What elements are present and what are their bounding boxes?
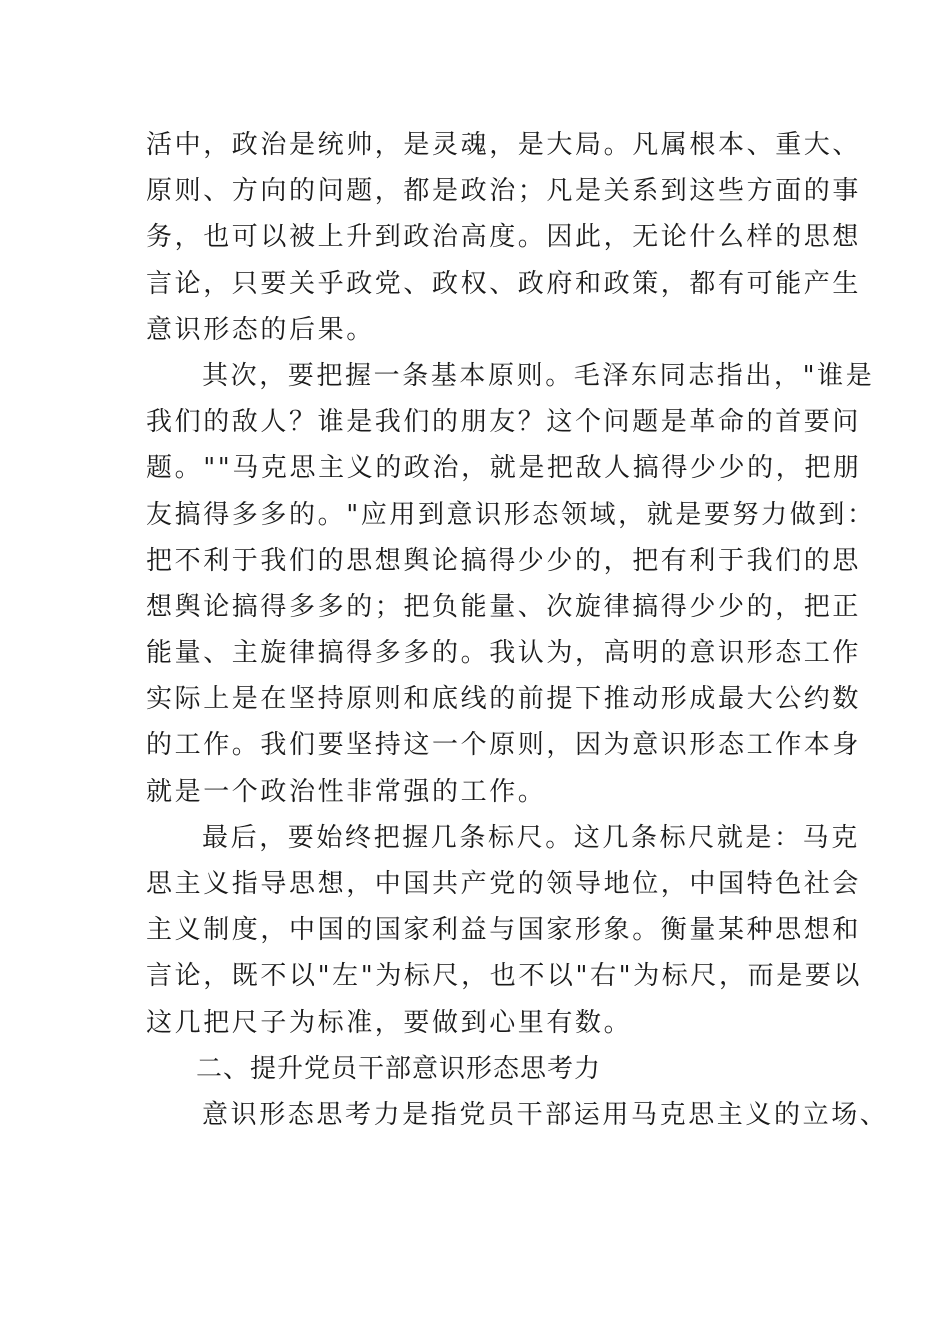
text-line: 题。""马克思主义的政治，就是把敌人搞得少少的，把朋 (146, 453, 862, 484)
body-text (146, 122, 889, 1138)
text-line: 能量、主旋律搞得多多的。我认为，高明的意识形态工作 (146, 638, 862, 669)
text-line: 言论，既不以"左"为标尺，也不以"右"为标尺，而是要以 (146, 961, 863, 992)
text-line: 就是一个政治性非常强的工作。 (146, 776, 547, 807)
text-line: 想舆论搞得多多的；把负能量、次旋律搞得少少的，把正 (146, 591, 862, 622)
text-line: 原则、方向的问题，都是政治；凡是关系到这些方面的事 (146, 176, 862, 207)
text-line: 友搞得多多的。"应用到意识形态领域，就是要努力做到： (146, 499, 876, 530)
section-heading: 二、提升党员干部意识形态思考力 (196, 1053, 602, 1084)
text-line: 活中，政治是统帅，是灵魂，是大局。凡属根本、重大、 (146, 130, 862, 160)
paragraph-first-line: 最后，要始终把握几条标尺。这几条标尺就是：马克 (202, 822, 860, 853)
text-line: 我们的敌人？谁是我们的朋友？这个问题是革命的首要问 (146, 407, 862, 438)
text-line: 这几把尺子为标准，要做到心里有数。 (146, 1007, 633, 1038)
text-line: 主义制度，中国的国家利益与国家形象。衡量某种思想和 (146, 915, 862, 946)
text-line: 务，也可以被上升到政治高度。因此，无论什么样的思想 (146, 222, 862, 253)
text-line: 的工作。我们要坚持这一个原则，因为意识形态工作本身 (146, 730, 862, 761)
text-line: 把不利于我们的思想舆论搞得少少的，把有利于我们的思 (146, 545, 862, 576)
text-line: 思主义指导思想，中国共产党的领导地位，中国特色社会 (146, 869, 862, 899)
paragraph-first-line: 其次，要把握一条基本原则。毛泽东同志指出，"谁是 (202, 360, 875, 391)
text-line: 意识形态的后果。 (146, 314, 375, 345)
text-line: 言论，只要关乎政党、政权、政府和政策，都有可能产生 (146, 268, 862, 299)
text-line: 实际上是在坚持原则和底线的前提下推动形成最大公约数 (146, 684, 862, 715)
paragraph-first-line: 意识形态思考力是指党员干部运用马克思主义的立场、 (202, 1099, 889, 1130)
